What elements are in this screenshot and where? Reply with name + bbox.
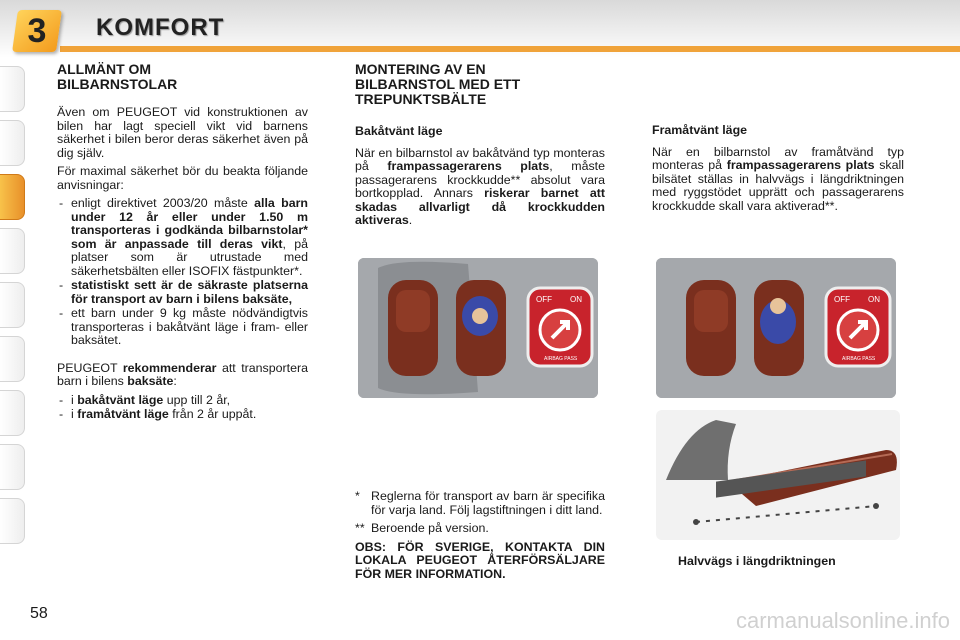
airbag-off-label: OFF [834,295,850,304]
chapter-tab-6[interactable] [0,336,25,382]
advice-list [57,197,308,348]
footnote-version: ** Beroende på version. [355,521,489,535]
chapter-tab-4[interactable] [0,228,25,274]
chapter-tab-2[interactable] [0,120,25,166]
list-item: - ett barn under 9 kg måste nödvändigtvis transporteras i bakåtvänt läge i fram- eller baksätet. [57,307,308,348]
chapter-tab-7[interactable] [0,390,25,436]
recommendation-list [57,394,308,422]
section-title-installation: MONTERING AV EN BILBARNSTOL MED ETT TREPUNKTSBÄLTE [355,61,521,107]
chapter-tab-8[interactable] [0,444,25,490]
page-number: 58 [30,605,48,622]
chapter-number-badge [12,10,62,52]
left-column [57,62,308,423]
list-item: - enligt direktivet 2003/20 måste alla barn under 12 år eller under 1.50 m transporteras i godkända bilbarnstolar* som är anpassade till deras vikt, på platser som är utrustade med säkerhetsbälten eller ISOFIX fästpunkter*. [57,197,308,278]
airbag-on-label: ON [570,295,582,304]
airbag-off-label: OFF [536,295,552,304]
section-title-child-seats: ALLMÄNT OM BILBARNSTOLAR [57,61,178,92]
chapter-tabs [0,66,30,552]
seat-position-caption: Halvvägs i längdriktningen [678,554,836,568]
airbag-pass-label: AIRBAG PASS [842,356,876,362]
intro-paragraph: Även om PEUGEOT vid konstruktionen av bilen har lagt speciell vikt vid barnens säkerhet i bilen beror deras säkerhet även på dig själv. [57,105,308,160]
recommendation-paragraph: PEUGEOT rekommenderar att transportera barn i bilens baksäte: [57,360,308,388]
rear-facing-paragraph: När en bilbarnstol av bakåtvänd typ monteras på frampassagerarens plats, måste passagerarens krockkudde** absolut vara bortkopplad. Annars riskerar barnet att skadas allvarligt då krockkudden aktiveras. [355,145,605,227]
chapter-tab-9[interactable] [0,498,25,544]
chapter-number: 3 [27,12,47,50]
footnote-regulations: * Reglerna för transport av barn är specifika för varja land. Följ lagstiftningen i ditt land. [355,489,605,517]
subtitle-forward-facing: Framåtvänt läge [652,123,748,137]
car-interior-top-view [358,258,598,398]
list-item: - i framåtvänt läge från 2 år uppåt. [57,408,308,422]
forward-facing-seat-illustration [656,258,896,398]
car-interior-top-view [656,258,896,398]
watermark: carmanualsonline.info [735,608,950,633]
forward-facing-paragraph: När en bilbarnstol av framåtvänd typ monteras på frampassagerarens plats skall bilsätet ställas in halvvägs i längdriktningen med ryggstödet upprätt och passagerarens krockkudde skall vara aktiverad**. [652,144,904,213]
sweden-notice: OBS: FÖR SVERIGE, KONTAKTA DIN LOKALA PEUGEOT ÅTERFÖRSÄLJARE FÖR MER INFORMATION. [355,539,605,581]
rear-facing-seat-illustration [358,258,598,398]
chapter-tab-5[interactable] [0,282,25,328]
airbag-on-label: ON [868,295,880,304]
subtitle-rear-facing: Bakåtvänt läge [355,124,443,138]
list-item: - i bakåtvänt läge upp till 2 år, [57,394,308,408]
chapter-title: KOMFORT [96,14,225,41]
airbag-pass-label: AIRBAG PASS [544,356,578,362]
header-accent-line [60,46,960,52]
advice-paragraph: För maximal säkerhet bör du beakta följande anvisningar: [57,164,308,192]
right-column [652,124,904,218]
seat-side-view [656,410,900,540]
seat-adjustment-illustration [656,410,900,540]
chapter-tab-3-active[interactable] [0,174,25,220]
chapter-tab-1[interactable] [0,66,25,112]
footnotes [355,490,605,586]
list-item: - statistiskt sett är de säkraste platserna för transport av barn i bilens baksäte, [57,279,308,306]
middle-column [355,62,605,233]
